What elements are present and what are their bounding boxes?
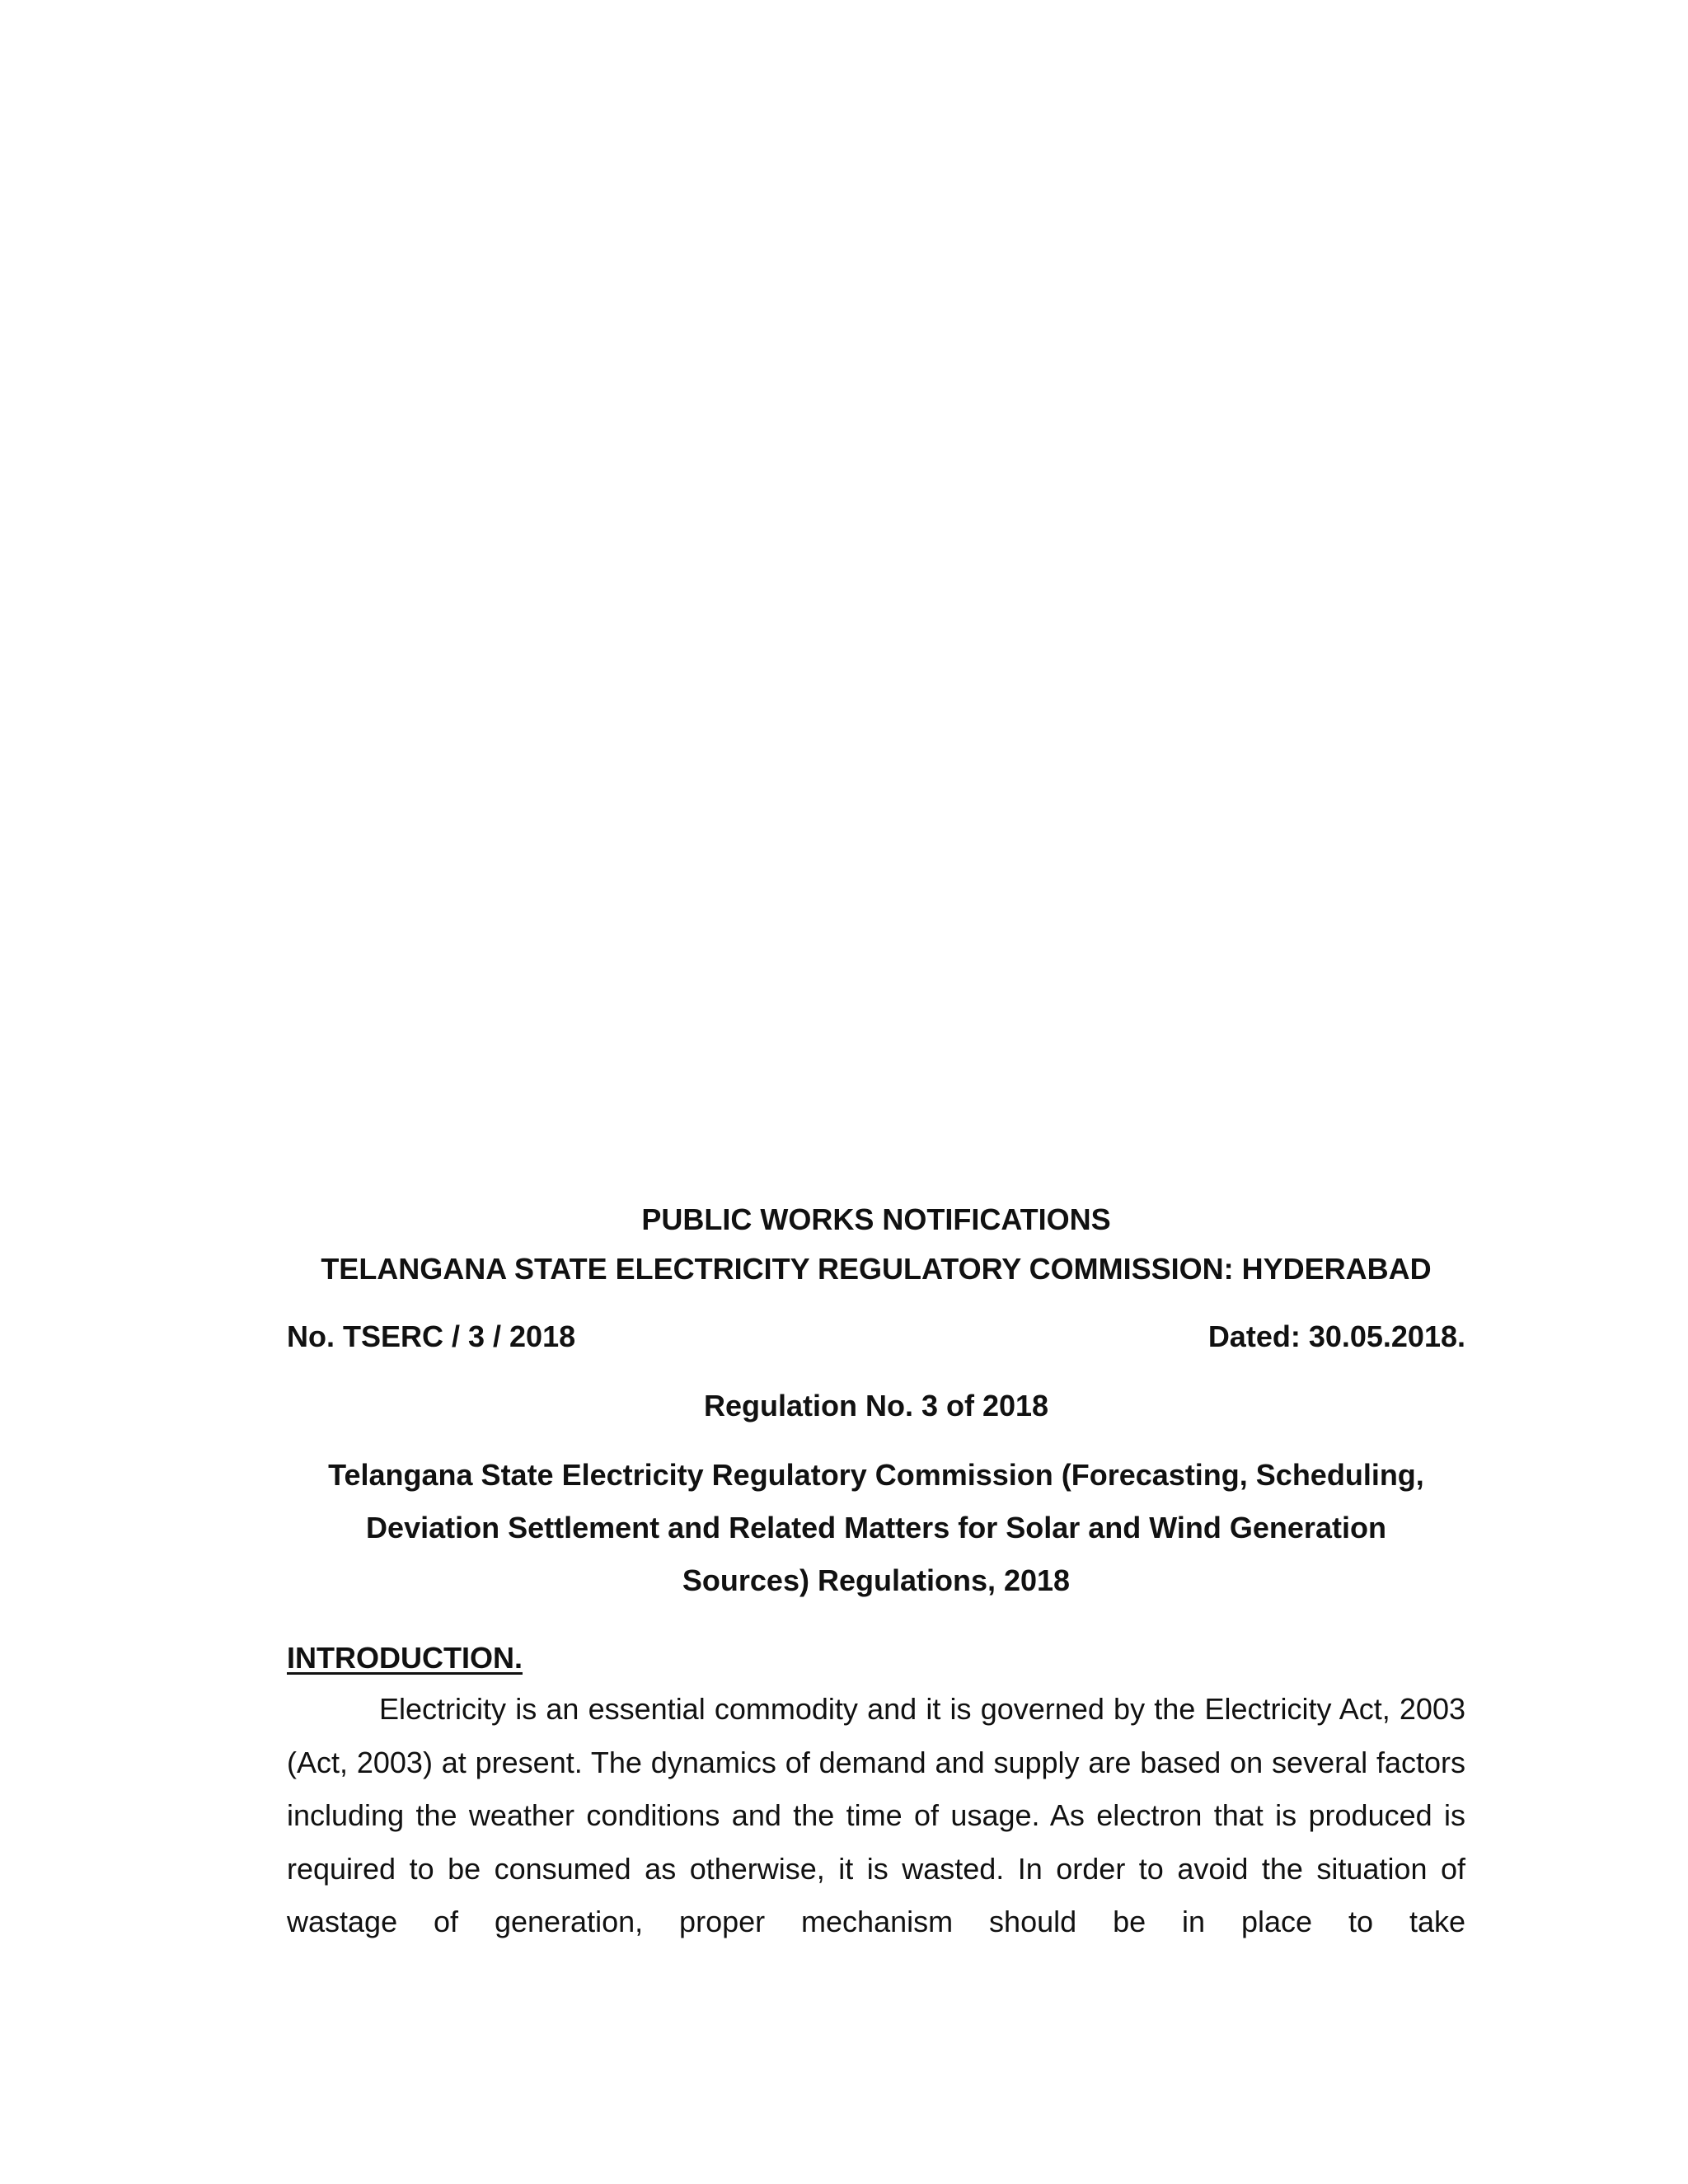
document-content [287,1195,1465,1979]
introduction-heading: INTRODUCTION. [287,1641,523,1675]
regulation-number: Regulation No. 3 of 2018 [703,1389,1049,1422]
regulation-title-line: Telangana State Electricity Regulatory Commission (Forecasting, Scheduling, [328,1458,1424,1492]
regulation-title [287,1449,1465,1607]
dated-text: Dated: 30.05.2018. [1207,1319,1465,1353]
regulation-title-line: Deviation Settlement and Related Matters for Solar and Wind Generation [366,1511,1386,1544]
reference-number: No. TSERC / 3 / 2018 [287,1319,576,1353]
notification-header: PUBLIC WORKS NOTIFICATIONS [641,1202,1111,1236]
regulation-title-line: Sources) Regulations, 2018 [682,1563,1071,1597]
introduction-paragraph: Electricity is an essential commodity and it is governed by the Electricity Act, 2003 (Act, 2003) at present. The dynamics of demand and supply are based on several factors including the weather conditions and the time of usage. As electron that is produced is required to be consumed as otherwise, it is wasted. In order to avoid the situation of wastage of generation, proper mechanism should be in place to take [287,1692,1465,1938]
commission-header: TELANGANA STATE ELECTRICITY REGULATORY COMMISSION: HYDERABAD [321,1252,1432,1286]
reference-row [287,1312,1465,1361]
